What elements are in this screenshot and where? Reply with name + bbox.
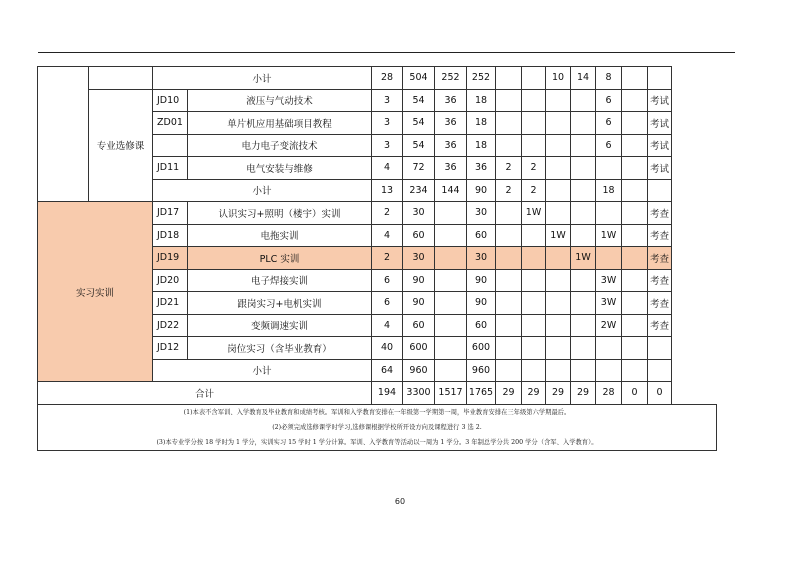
cell-total: 504 [403,67,435,90]
cell-s3 [546,157,571,180]
cell-total: 54 [403,89,435,112]
subtotal-label: 小计 [153,359,372,382]
cell-s6 [622,179,648,202]
cell-theory [435,247,467,270]
cell-s2 [522,337,546,360]
cell-practice: 18 [467,134,496,157]
cell-s4 [571,359,596,382]
cell-s5 [596,202,622,225]
note-line: (2)必须完成选修课学时学习,选修课根据学校所开设方向及课程进行 3 选 2. [272,423,482,431]
cell-theory [435,337,467,360]
cell-s6 [622,292,648,315]
cell-credits: 4 [372,157,403,180]
cell-s5 [596,157,622,180]
cell-s3: 29 [546,382,571,405]
subtotal-row [38,67,717,90]
cell-credits: 40 [372,337,403,360]
note-line: (3)本专业学分按 18 学时为 1 学分，实训实习 15 学时 1 学分计算。军训、入学教育等活动以一周为 1 学分。3 年制总学分共 200 学分（含军、入学教育）。 [156,438,598,446]
cell-s6 [622,224,648,247]
course-name: 电子焊接实训 [188,269,372,292]
cell-s4 [571,134,596,157]
cell-s2 [522,224,546,247]
course-code: JD12 [153,337,188,360]
cell-theory: 36 [435,134,467,157]
cell-credits: 2 [372,202,403,225]
cell-s3 [546,337,571,360]
cell-s3 [546,202,571,225]
cell-s4 [571,337,596,360]
cell-s2: 29 [522,382,546,405]
grand-total-label: 合计 [38,382,372,405]
cell-s5: 3W [596,269,622,292]
course-code: JD11 [153,157,188,180]
cell-assess [648,359,672,382]
course-name: 电力电子变流技术 [188,134,372,157]
cell-s3 [546,359,571,382]
cell-s1 [496,224,522,247]
cell-assess: 0 [648,382,672,405]
cell-theory [435,224,467,247]
course-code: JD10 [153,89,188,112]
course-name: 认识实习+照明（楼宇）实训 [188,202,372,225]
cell-total: 90 [403,269,435,292]
cell-theory: 144 [435,179,467,202]
cell-credits: 4 [372,224,403,247]
cell-s1 [496,292,522,315]
course-name: 变频调速实训 [188,314,372,337]
cell-s4 [571,314,596,337]
cell-practice: 600 [467,337,496,360]
cell-s2 [522,89,546,112]
cell-total: 234 [403,179,435,202]
notes-cell [38,404,717,450]
cell-s2 [522,134,546,157]
cell-total: 90 [403,292,435,315]
cell-assess: 考试 [648,134,672,157]
cell-practice: 18 [467,112,496,135]
course-name: 单片机应用基础项目教程 [188,112,372,135]
cell-practice: 90 [467,269,496,292]
cell-theory: 36 [435,89,467,112]
cell-assess: 考查 [648,224,672,247]
cell-s4: 29 [571,382,596,405]
cell-credits: 3 [372,112,403,135]
cell-s6 [622,314,648,337]
cell-practice: 60 [467,314,496,337]
cell-s6 [622,89,648,112]
category-cell [38,67,89,202]
course-name: 跟岗实习+电机实训 [188,292,372,315]
cell-s2 [522,359,546,382]
cell-s1: 29 [496,382,522,405]
cell-s3 [546,89,571,112]
cell-assess: 考查 [648,314,672,337]
cell-total: 54 [403,134,435,157]
cell-s6 [622,337,648,360]
cell-s2: 2 [522,179,546,202]
cell-s2 [522,67,546,90]
cell-s6 [622,202,648,225]
cell-assess: 考试 [648,157,672,180]
cell-s3 [546,134,571,157]
cell-s1: 2 [496,179,522,202]
cell-theory: 36 [435,112,467,135]
page-number: 60 [394,497,406,506]
cell-assess: 考查 [648,202,672,225]
grand-total-row [38,382,717,405]
cell-s2 [522,112,546,135]
cell-s3 [546,269,571,292]
cell-theory [435,314,467,337]
cell-s3 [546,292,571,315]
cell-s1 [496,337,522,360]
cell-s3 [546,314,571,337]
cell-s6: 0 [622,382,648,405]
cell-s6 [622,134,648,157]
cell-theory: 1517 [435,382,467,405]
course-code [153,134,188,157]
cell-s1 [496,359,522,382]
cell-s3 [546,179,571,202]
cell-total: 960 [403,359,435,382]
cell-theory: 36 [435,157,467,180]
elective-group-label: 专业选修课 [89,89,153,202]
cell-practice: 90 [467,292,496,315]
cell-s2 [522,247,546,270]
cell-s5: 3W [596,292,622,315]
cell-s3: 10 [546,67,571,90]
course-code: JD19 [153,247,188,270]
cell-credits: 4 [372,314,403,337]
cell-total: 30 [403,247,435,270]
cell-theory [435,202,467,225]
cell-total: 54 [403,112,435,135]
cell-theory [435,292,467,315]
cell-practice: 30 [467,202,496,225]
cell-credits: 6 [372,269,403,292]
cell-s4 [571,202,596,225]
cell-s3: 1W [546,224,571,247]
cell-total: 60 [403,224,435,247]
cell-practice: 90 [467,179,496,202]
cell-s4 [571,112,596,135]
cell-s4 [571,89,596,112]
cell-assess [648,179,672,202]
cell-s6 [622,269,648,292]
cell-practice: 36 [467,157,496,180]
cell-assess: 考试 [648,89,672,112]
cell-theory [435,269,467,292]
course-name: 电拖实训 [188,224,372,247]
cell-s5: 2W [596,314,622,337]
cell-s5: 28 [596,382,622,405]
course-name: 电气安装与维修 [188,157,372,180]
cell-s4 [571,157,596,180]
cell-s2 [522,314,546,337]
cell-total: 60 [403,314,435,337]
cell-total: 72 [403,157,435,180]
cell-s6 [622,67,648,90]
cell-s2: 2 [522,157,546,180]
cell-practice: 1765 [467,382,496,405]
cell-s1 [496,247,522,270]
cell-total: 600 [403,337,435,360]
cell-s6 [622,247,648,270]
cell-s6 [622,157,648,180]
cell-s3 [546,112,571,135]
notes-row [38,404,717,450]
course-name: 液压与气动技术 [188,89,372,112]
note-line: (1)本表不含军训、入学教育及毕业教育和成绩考核。军训和入学教育安排在一年级第一学期第一周，毕业教育安排在三年级第六学期最后。 [183,408,571,416]
cell-s5: 6 [596,112,622,135]
cell-assess [648,337,672,360]
course-code: JD20 [153,269,188,292]
table-row [38,89,717,112]
cell-assess: 考试 [648,112,672,135]
cell-s5 [596,359,622,382]
cell-practice: 252 [467,67,496,90]
cell-s6 [622,112,648,135]
cell-assess: 考查 [648,269,672,292]
cell-s1 [496,269,522,292]
cell-s1 [496,112,522,135]
course-code: JD18 [153,224,188,247]
cell-credits: 2 [372,247,403,270]
cell-s4: 14 [571,67,596,90]
cell-s4 [571,224,596,247]
cell-s1 [496,67,522,90]
subtotal-label: 小计 [153,67,372,90]
cell-s1: 2 [496,157,522,180]
subtotal-label: 小计 [153,179,372,202]
course-code: JD21 [153,292,188,315]
cell-credits: 3 [372,134,403,157]
cell-assess [648,67,672,90]
course-name: 岗位实习（含毕业教育） [188,337,372,360]
cell-s1 [496,89,522,112]
table-body [38,67,717,451]
practice-group-label: 实习实训 [38,202,153,382]
course-code: ZD01 [153,112,188,135]
cell-theory: 252 [435,67,467,90]
cell-total: 30 [403,202,435,225]
header-rule [38,52,735,53]
cell-credits: 13 [372,179,403,202]
cell-credits: 194 [372,382,403,405]
subcategory-cell [89,67,153,90]
cell-s2 [522,269,546,292]
cell-s5: 6 [596,89,622,112]
cell-practice: 30 [467,247,496,270]
cell-s3 [546,247,571,270]
cell-total: 3300 [403,382,435,405]
cell-s5 [596,337,622,360]
cell-s5: 1W [596,224,622,247]
cell-s4 [571,179,596,202]
cell-s2: 1W [522,202,546,225]
cell-credits: 3 [372,89,403,112]
cell-practice: 18 [467,89,496,112]
cell-s5: 6 [596,134,622,157]
cell-s2 [522,292,546,315]
cell-s6 [622,359,648,382]
cell-s5: 8 [596,67,622,90]
course-code: JD17 [153,202,188,225]
cell-theory [435,359,467,382]
cell-credits: 64 [372,359,403,382]
course-name: PLC 实训 [188,247,372,270]
cell-s4 [571,269,596,292]
table-row [38,202,717,225]
cell-assess: 考查 [648,247,672,270]
cell-s1 [496,134,522,157]
cell-s1 [496,314,522,337]
cell-credits: 28 [372,67,403,90]
cell-assess: 考查 [648,292,672,315]
cell-practice: 960 [467,359,496,382]
course-code: JD22 [153,314,188,337]
cell-s4 [571,292,596,315]
cell-s5: 18 [596,179,622,202]
curriculum-table [37,66,717,451]
cell-s1 [496,202,522,225]
cell-s4: 1W [571,247,596,270]
cell-credits: 6 [372,292,403,315]
cell-practice: 60 [467,224,496,247]
cell-s5 [596,247,622,270]
